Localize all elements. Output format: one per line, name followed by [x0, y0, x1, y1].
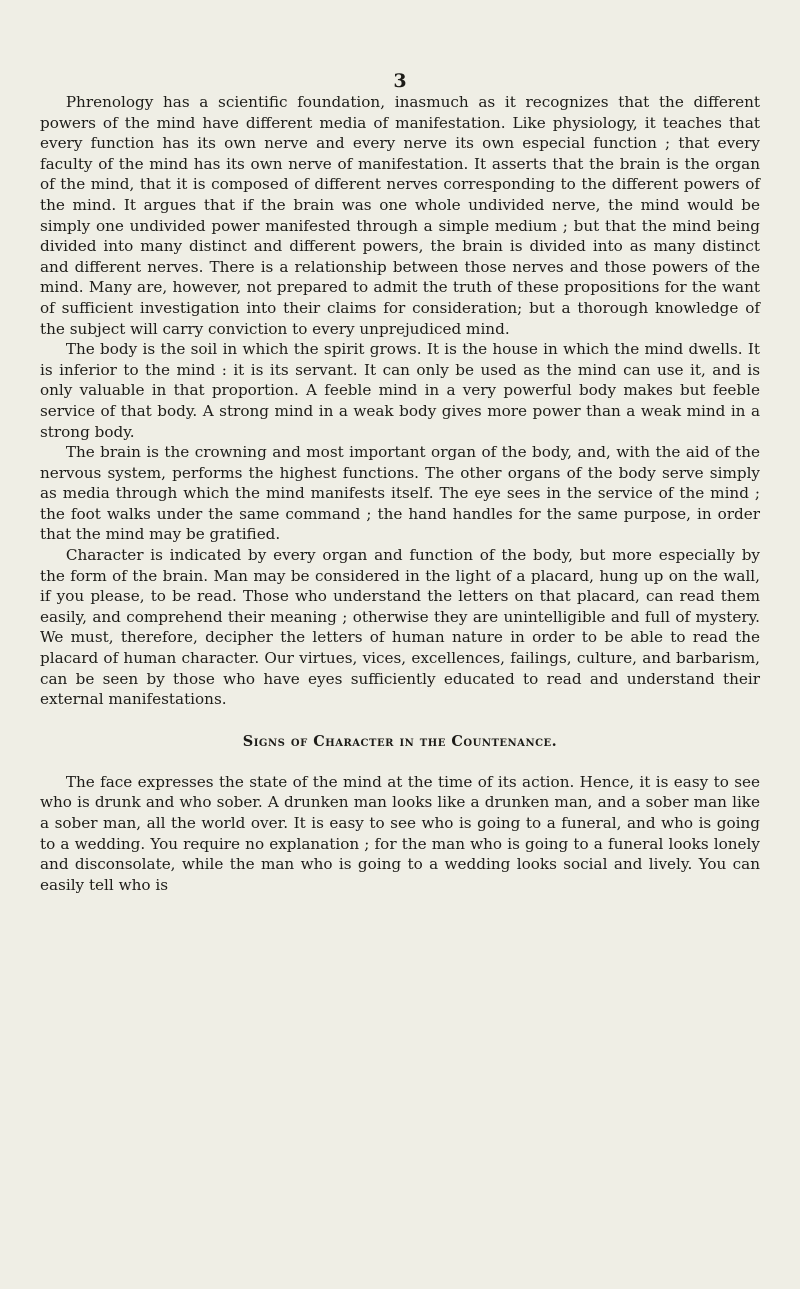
paragraph-character: Character is indicated by every organ and function of the body, but more especially by the form of the brain. Man may be considered in the light of a placard, hung up on the wall, if you please, to be read. Those who understand the letters on that placard, can read them easily, and comprehend their meaning ; otherwise they are unintelligible and full of mystery. We must, therefore, decipher the letters of human nature in order to be able to read the placard of human character. Our virtues, vices, excellences, failings, culture, and barbarism, can be seen by those who have eyes sufficiently educated to read and understand their external manifestations.	[40, 546, 760, 709]
page-number: 3	[393, 70, 407, 92]
paragraph-brain-organ: The brain is the crowning and most important organ of the body, and, with the aid of the nervous system, performs the highest functions. The other organs of the body serve simply as media through which the mind manifests itself. The eye sees in the service of the mind ; the foot walks under the same command ; the hand handles for the same purpose, in order that the mind may be gratified.	[40, 443, 760, 544]
paragraph-face-expresses: The face expresses the state of the mind at the time of its action. Hence, it is easy to see who is drunk and who sober. A drunken man looks like a drunken man, and a sober man like a sober man, all the world over. It is easy to see who is going to a funeral, and who is going to a wedding. You require no explanation ; for the man who is going to a funeral looks lonely and disconsolate, while the man who is going to a wedding looks social and lively. You can easily tell who is	[40, 772, 760, 894]
section-heading: Signs of Character in the Countenance.	[242, 732, 558, 750]
paragraph-body-soil: The body is the soil in which the spirit grows. It is the house in which the mind dwells. It is inferior to the mind : it is its servant. It can only be used as the mind can use it, and is only valuable in that proportion. A feeble mind in a very powerful body makes but feeble service of that body. A strong mind in a weak body gives more power than a weak mind in a strong body.	[40, 340, 760, 441]
body-text	[40, 92, 760, 895]
paragraph-phrenology: Phrenology has a scientific foundation, inasmuch as it recognizes that the different powers of the mind have different media of manifestation. Like physiology, it teaches that every function has its own nerve and every nerve its own especial function ; that every faculty of the mind has its own nerve of manifestation. It asserts that the brain is the organ of the mind, that it is composed of different nerves corresponding to the different powers of the mind. It argues that if the brain was one whole undivided nerve, the mind would be simply one undivided power manifested through a simple medium ; but that the mind being divided into many distinct and different powers, the brain is divided into as many distinct and different nerves. There is a relationship between those nerves and those powers of the mind. Many are, however, not prepared to admit the truth of these propositions for the want of sufficient investigation into their claims for consideration; but a thorough knowledge of the subject will carry conviction to every unprejudiced mind.	[40, 93, 760, 338]
